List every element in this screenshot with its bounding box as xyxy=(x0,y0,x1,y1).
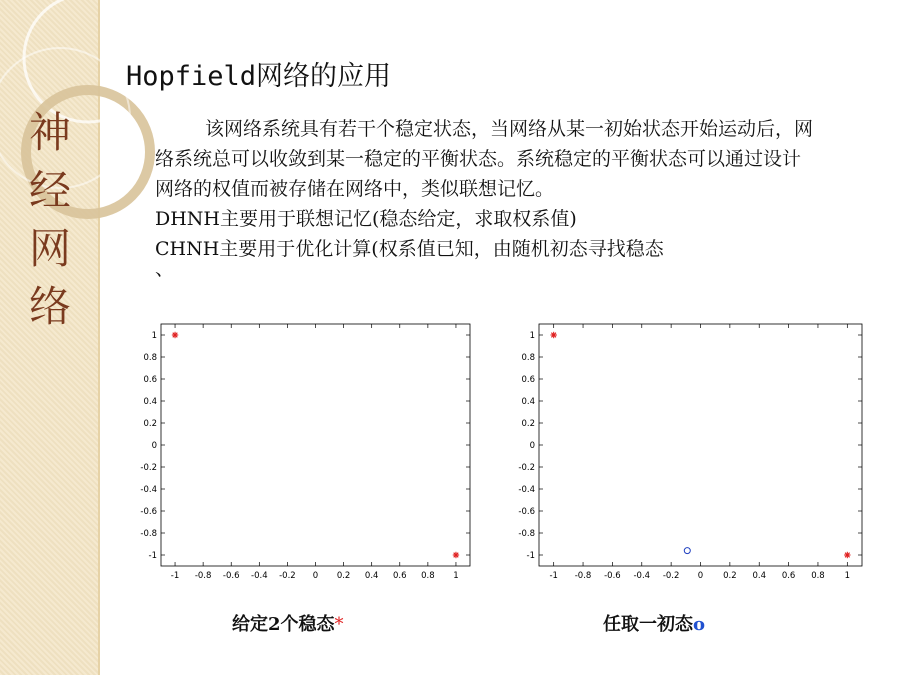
x-tick-label: -0.4 xyxy=(251,571,268,581)
y-tick-label: 1 xyxy=(151,331,157,341)
caption-left xyxy=(232,610,344,636)
y-tick-label: 0.2 xyxy=(143,419,157,429)
x-tick-label: -0.2 xyxy=(662,571,680,581)
x-tick-label: -0.4 xyxy=(633,571,651,581)
sidebar-vertical-title xyxy=(22,104,78,336)
y-tick-label: 0.6 xyxy=(521,375,535,385)
x-tick-label: -0.6 xyxy=(222,571,240,581)
sidebar-decoration xyxy=(0,0,100,675)
y-tick-label: 0.8 xyxy=(521,353,535,363)
y-tick-label: 0 xyxy=(151,441,157,451)
caption-right-marker: o xyxy=(693,614,706,635)
y-tick-label: -0.4 xyxy=(518,485,535,495)
y-tick-label: 0.2 xyxy=(521,419,535,429)
x-tick-label: 1 xyxy=(453,571,459,581)
y-tick-label: -0.2 xyxy=(518,463,535,473)
y-tick-label: 0 xyxy=(529,441,535,451)
y-tick-label: 0.4 xyxy=(143,397,157,407)
x-tick-label: -0.6 xyxy=(604,571,621,581)
y-tick-label: -0.2 xyxy=(140,463,157,473)
star-marker xyxy=(453,552,459,558)
y-tick-label: -0.4 xyxy=(140,485,157,495)
decorative-rings xyxy=(0,0,100,675)
x-tick-label: -1 xyxy=(549,571,558,581)
y-tick-label: 0.4 xyxy=(521,397,535,407)
caption-left-marker: * xyxy=(334,614,344,635)
x-tick-label: 1 xyxy=(844,571,851,581)
star-marker xyxy=(844,552,850,558)
y-tick-label: 0.8 xyxy=(143,353,157,363)
slide-body xyxy=(155,114,815,280)
y-tick-label: 1 xyxy=(529,331,535,341)
x-tick-label: 0.2 xyxy=(336,571,351,581)
y-tick-label: -0.8 xyxy=(518,529,535,539)
x-tick-label: 0.8 xyxy=(811,571,825,581)
x-tick-label: 0 xyxy=(697,571,704,581)
x-tick-label: 0.8 xyxy=(421,571,435,581)
y-tick-label: 0.6 xyxy=(143,375,157,385)
y-tick-label: -1 xyxy=(526,551,535,561)
scatter-chart-left xyxy=(130,318,475,583)
x-tick-label: -0.8 xyxy=(574,571,592,581)
scatter-chart-right xyxy=(508,318,868,583)
x-tick-label: -0.2 xyxy=(279,571,296,581)
y-tick-label: -0.8 xyxy=(140,529,157,539)
body-paragraph-1: 该网络系统具有若干个稳定状态，当网络从某一初始状态开始运动后，网络系统总可以收敛到某一稳定的平衡状态。系统稳定的平衡状态可以通过设计网络的权值而被存储在网络中，类似联想记忆。 xyxy=(155,118,814,200)
x-tick-label: 0.6 xyxy=(781,571,796,581)
body-paragraph-3: CHNH主要用于优化计算(权系值已知，由随机初态寻找稳态 xyxy=(155,238,664,260)
x-tick-label: 0.4 xyxy=(364,571,379,581)
sidebar-title-char: 神 xyxy=(28,108,71,157)
plot-area xyxy=(161,324,470,566)
body-paragraph-2: DHNH主要用于联想记忆(稳态给定，求取权系值) xyxy=(155,208,577,230)
sidebar-title-char: 经 xyxy=(28,166,71,215)
x-tick-label: -1 xyxy=(170,571,180,581)
sidebar-title-char: 网 xyxy=(28,224,71,273)
caption-right-text: 任取一初态 xyxy=(603,614,693,635)
body-trailing-mark: 、 xyxy=(155,258,175,280)
slide-title: Hopfield网络的应用 xyxy=(126,61,392,92)
y-tick-label: -0.6 xyxy=(518,507,535,517)
caption-right xyxy=(603,610,705,636)
x-tick-label: 0.6 xyxy=(393,571,407,581)
y-tick-label: -0.6 xyxy=(140,507,157,517)
x-tick-label: -0.8 xyxy=(194,571,212,581)
star-marker xyxy=(550,332,556,338)
star-marker xyxy=(172,332,178,338)
x-tick-label: 0.4 xyxy=(752,571,766,581)
x-tick-label: 0 xyxy=(312,571,319,581)
x-tick-label: 0.2 xyxy=(723,571,737,581)
plot-area xyxy=(539,324,862,566)
y-tick-label: -1 xyxy=(148,551,157,561)
sidebar-title-char: 络 xyxy=(28,282,71,331)
caption-left-text: 给定2个稳态 xyxy=(232,614,335,635)
